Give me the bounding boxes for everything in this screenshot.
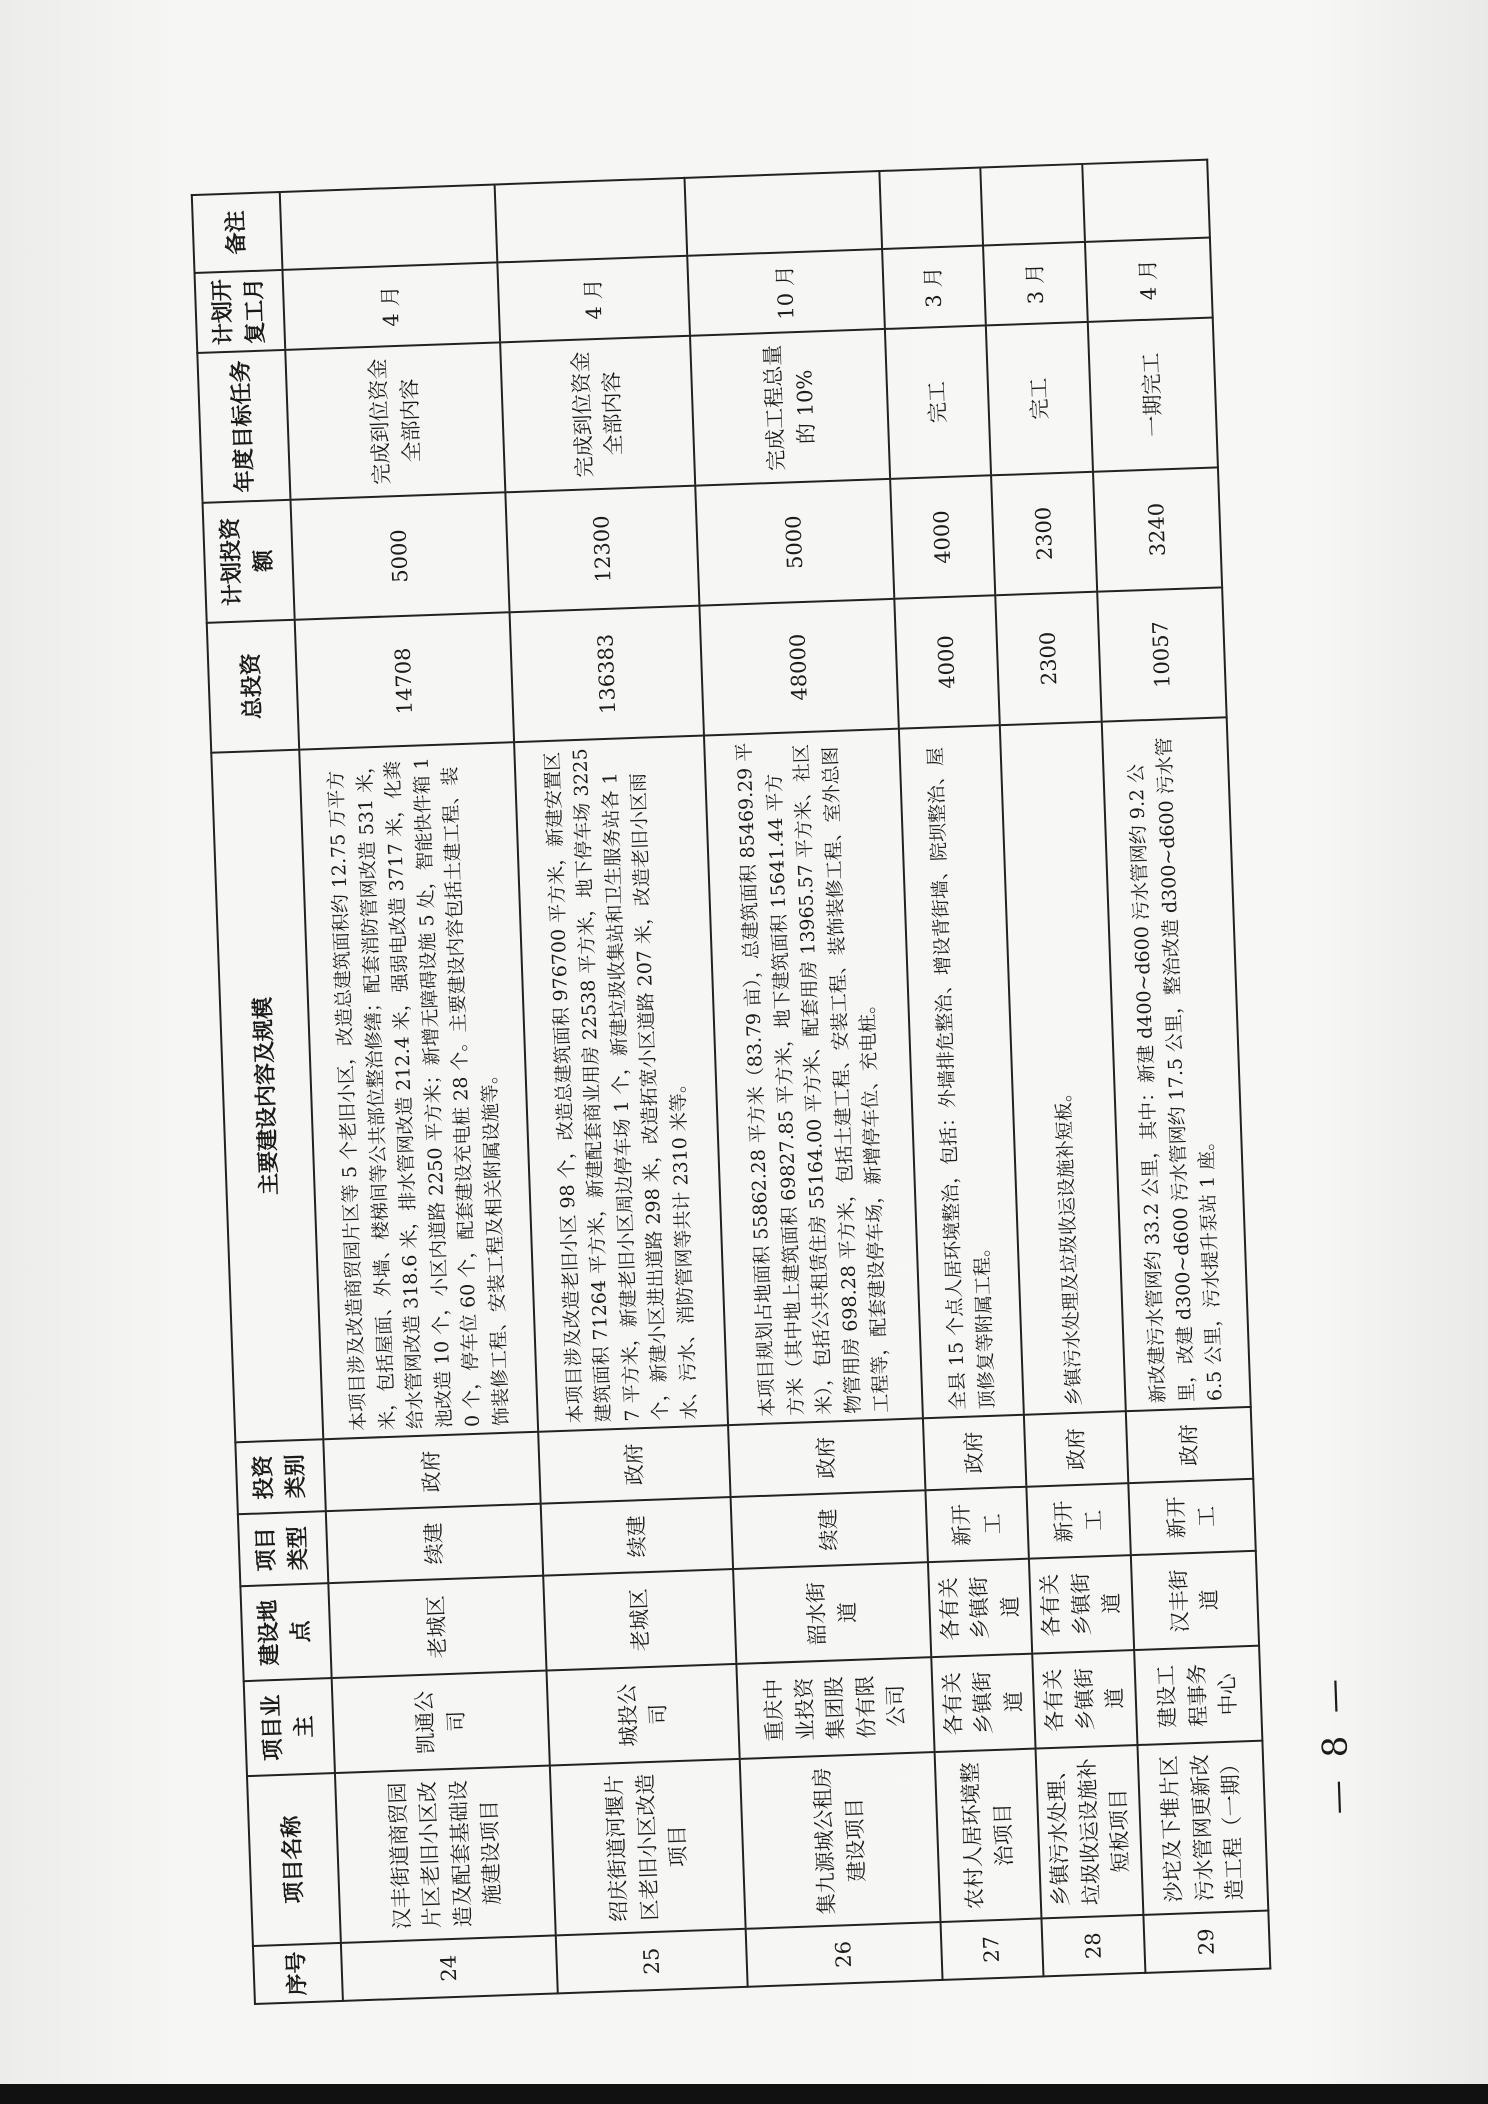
cell-content: 本项目涉及改造商贸园片区等 5 个老旧小区，改造总建筑面积约 12.75 万平方米，包括屋面、外墙、楼梯间等公共部位整治修缮；配套消防管网改造 531 米，给水管网改造 318.6 米，排水管网改造 212.4 米，强弱电改造 3717 米，化粪池改造 10 个，小区内道路 2250 平方米；新增无障碍设施 5 处，智能快件箱 10 个，停车位 60 个，配套建设充电桩 28 个。主要建设内容包括土建工程、装饰装修工程、安装工程及相关附属设施等。 <box>299 742 538 1439</box>
cell-location: 各有关乡镇街道 <box>928 1559 1033 1657</box>
cell-note <box>1082 160 1210 242</box>
cell-total: 48000 <box>699 599 898 736</box>
cell-month: 4 月 <box>497 256 690 343</box>
cell-total: 136383 <box>510 606 704 743</box>
cell-type: 新开工 <box>1128 1479 1255 1555</box>
rotated-table-sheet <box>189 118 1333 2005</box>
cell-name: 农村人居环境整治项目 <box>935 1749 1042 1922</box>
header-name: 项目名称 <box>247 1773 341 1946</box>
cell-no: 26 <box>746 1922 943 1987</box>
cell-month: 4 月 <box>282 262 500 349</box>
cell-owner: 各有关乡镇街道 <box>1033 1650 1138 1748</box>
cell-target: 完成到位资金全部内容 <box>500 336 695 493</box>
cell-content: 乡镇污水处理及垃圾收运设施补短板。 <box>1000 722 1125 1415</box>
project-table <box>191 159 1271 2005</box>
header-category: 投资类别 <box>235 1439 325 1514</box>
cell-total: 2300 <box>996 592 1102 725</box>
cell-month: 3 月 <box>983 242 1087 325</box>
cell-planned: 4000 <box>890 475 995 598</box>
cell-content: 新改建污水管网约 33.2 公里，其中：新建 d400~d600 污水管网约 9.2 公里，改建 d300~d600 污水管网约 17.5 公里，整治改造 d300~d600 污水管 6.5 公里，污水提升泵站 1 座。 <box>1101 717 1250 1411</box>
header-month: 计划开复工月 <box>195 270 286 353</box>
cell-note <box>981 164 1085 245</box>
cell-type: 续建 <box>731 1490 928 1569</box>
cell-planned: 12300 <box>505 486 699 613</box>
cell-target: 完工 <box>986 322 1092 475</box>
cell-name: 汉丰街道商贸园片区老旧小区改造及配套基础设施建设项目 <box>335 1766 556 1943</box>
cell-category: 政府 <box>923 1415 1027 1490</box>
header-content: 主要建设内容及规模 <box>211 750 323 1443</box>
cell-name: 绍庆街道河堰片区老旧小区改造项目 <box>550 1759 746 1936</box>
cell-no: 29 <box>1143 1911 1270 1973</box>
cell-category: 政府 <box>1024 1411 1128 1486</box>
cell-type: 续建 <box>326 1504 543 1583</box>
cell-target: 完成到位资金全部内容 <box>285 342 505 499</box>
page-number: — 8 — <box>1313 1672 1358 1815</box>
cell-category: 政府 <box>1125 1407 1252 1483</box>
cell-content: 本项目规划占地面积 55862.28 平方米（83.79 亩），总建筑面积 85469.29 平方米（其中地上建筑面积 69827.85 平方米，地下建筑面积 15641.44 平方米），包括公共租赁住房 55164.00 平方米、配套用房 13965.57 平方米、社区物管用房 698.28 平方米，包括土建工程、安装工程、装饰装修工程、室外总图工程等，配套建设停车场，新增停车位、充电桩。 <box>704 729 923 1425</box>
header-total: 总投资 <box>207 620 299 753</box>
cell-note <box>280 184 498 269</box>
cell-no: 25 <box>556 1929 748 1994</box>
cell-no: 27 <box>941 1918 1044 1980</box>
cell-month: 4 月 <box>1085 238 1213 322</box>
cell-name: 集九源城公租房建设项目 <box>740 1752 941 1929</box>
cell-location: 韶水街道 <box>733 1562 931 1664</box>
cell-type: 新开工 <box>925 1487 1029 1562</box>
header-planned: 计划投资额 <box>203 500 295 623</box>
scanner-bottom-edge <box>0 2084 1488 2104</box>
header-owner: 项目业主 <box>244 1678 335 1776</box>
cell-category: 政府 <box>728 1418 925 1497</box>
cell-target: 完工 <box>885 325 991 478</box>
cell-total: 4000 <box>894 595 1000 728</box>
cell-location: 老城区 <box>328 1576 546 1678</box>
cell-no: 28 <box>1042 1915 1145 1977</box>
cell-target: 一期完工 <box>1087 318 1217 472</box>
cell-planned: 2300 <box>991 472 1096 595</box>
cell-category: 政府 <box>323 1432 540 1511</box>
cell-location: 汉丰街道 <box>1130 1551 1258 1650</box>
cell-owner: 各有关乡镇街道 <box>931 1654 1036 1752</box>
cell-location: 老城区 <box>543 1569 736 1671</box>
cell-name: 沙坨及下堆片区污水管网更新改造工程（一期） <box>1137 1741 1268 1915</box>
cell-category: 政府 <box>538 1425 730 1504</box>
header-location: 建设地点 <box>240 1583 331 1681</box>
cell-owner: 凯通公司 <box>332 1671 550 1773</box>
cell-note <box>495 178 688 263</box>
cell-planned: 5000 <box>290 492 509 619</box>
cell-no: 24 <box>341 1935 558 2000</box>
cell-owner: 建设工程事务中心 <box>1134 1646 1262 1745</box>
cell-content: 全县 15 个点人居环境整治，包括：外墙排危整治、增设背街墙、院坝整治、屋顶修复等附属工程。 <box>899 725 1024 1418</box>
header-target: 年度目标任务 <box>197 350 290 503</box>
header-type: 项目类型 <box>238 1511 328 1586</box>
cell-type: 新开工 <box>1027 1483 1131 1558</box>
cell-type: 续建 <box>541 1497 733 1576</box>
cell-target: 完成工程总量的 10% <box>690 329 890 486</box>
cell-owner: 重庆中业投资集团股份有限公司 <box>736 1657 934 1759</box>
cell-location: 各有关乡镇街道 <box>1029 1555 1134 1653</box>
cell-name: 乡镇污水处理、垃圾收运设施补短板项目 <box>1036 1745 1143 1918</box>
cell-owner: 城投公司 <box>547 1664 740 1766</box>
cell-note <box>879 168 983 249</box>
header-note: 备注 <box>192 192 283 273</box>
cell-planned: 5000 <box>695 479 894 606</box>
cell-planned: 3240 <box>1093 467 1222 591</box>
cell-month: 3 月 <box>882 245 986 328</box>
header-no: 序号 <box>253 1943 343 2004</box>
cell-month: 10 月 <box>687 249 885 336</box>
cell-note <box>684 171 882 256</box>
cell-total: 10057 <box>1097 587 1226 721</box>
cell-total: 14708 <box>295 612 514 749</box>
cell-content: 本项目涉及改造老旧小区 98 个，改造总建筑面积 976700 平方米，新建安置区建筑面积 71264 平方米，新建配套商业用房 22538 平方米，地下停车场 32257 平方米，新建老旧小区周边停车场 1 个，新建垃圾收集站和卫生服务站各 1 个，新建小区进出道路 298 米，改造拓宽小区道路 207 米，改造老旧小区雨水、污水、消防管网等共计 2310 米等。 <box>514 736 728 1432</box>
